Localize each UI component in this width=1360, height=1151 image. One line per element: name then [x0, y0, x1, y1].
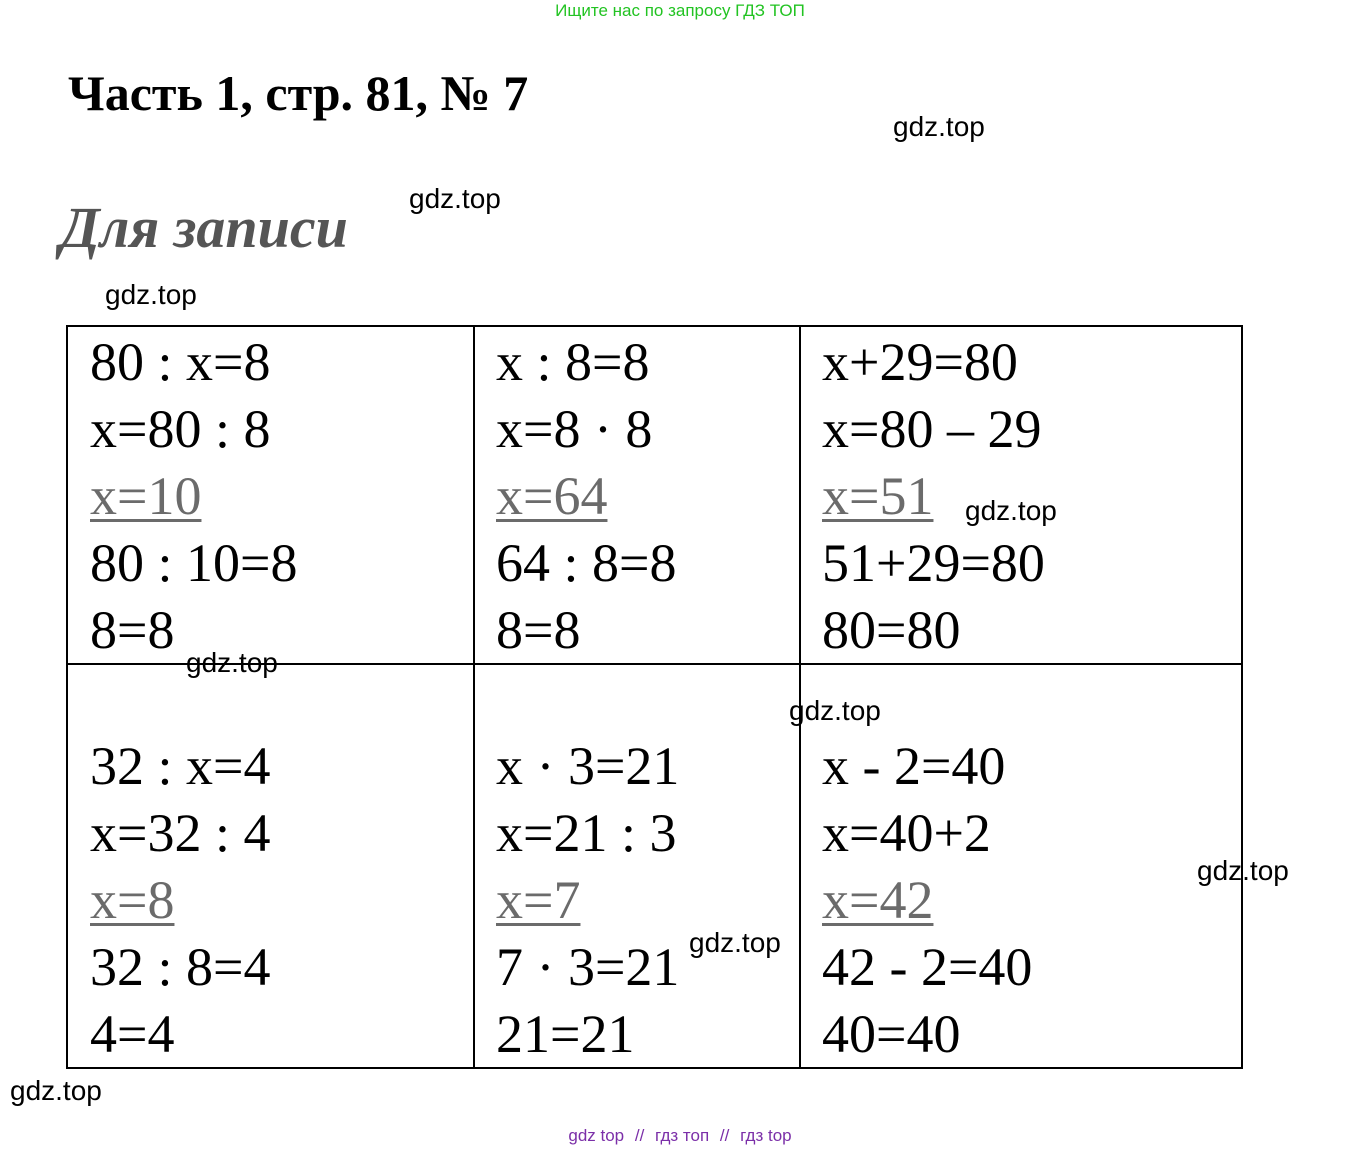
answer-line: x=51: [822, 466, 934, 526]
equation-cell: [496, 733, 679, 1068]
watermark: gdz.top: [10, 1075, 102, 1106]
equation-line: 32 : x=4: [90, 736, 271, 796]
answer-line: x=10: [90, 466, 202, 526]
column-divider: [473, 327, 475, 1067]
footer-link[interactable]: гдз топ: [655, 1126, 710, 1145]
equation-line: x : 8=8: [496, 332, 650, 392]
check-line: 32 : 8=4: [90, 937, 271, 997]
watermark: gdz.top: [186, 647, 278, 678]
check-line: 64 : 8=8: [496, 533, 677, 593]
check-line: 42 - 2=40: [822, 937, 1033, 997]
top-banner[interactable]: Ищите нас по запросу ГДЗ ТОП: [555, 1, 805, 20]
footer-links: [0, 1125, 1360, 1147]
equation-line: x+29=80: [822, 332, 1018, 392]
subtitle: Для записи: [60, 195, 348, 260]
check-result-line: 8=8: [496, 600, 581, 660]
footer-separator: //: [719, 1126, 730, 1145]
equation-cell: [496, 329, 676, 664]
equation-line: x=40+2: [822, 803, 991, 863]
check-result-line: 80=80: [822, 600, 961, 660]
watermark: gdz.top: [1197, 855, 1289, 886]
watermark: gdz.top: [689, 927, 781, 958]
check-result-line: 4=4: [90, 1004, 175, 1064]
footer-separator: //: [634, 1126, 645, 1145]
answer-line: x=64: [496, 466, 608, 526]
footer-link[interactable]: gdz top: [568, 1126, 625, 1145]
watermark: gdz.top: [965, 495, 1057, 526]
equation-cell: [90, 329, 297, 664]
watermark: gdz.top: [893, 111, 985, 142]
equation-line: x=32 : 4: [90, 803, 271, 863]
equation-line: x - 2=40: [822, 736, 1006, 796]
check-line: 80 : 10=8: [90, 533, 298, 593]
equation-line: x=8 · 8: [496, 399, 653, 459]
check-result-line: 8=8: [90, 600, 175, 660]
equation-line: 80 : x=8: [90, 332, 271, 392]
equation-line: x=21 : 3: [496, 803, 677, 863]
check-result-line: 21=21: [496, 1004, 635, 1064]
equation-cell: [90, 733, 270, 1068]
equation-line: x=80 – 29: [822, 399, 1042, 459]
answer-line: x=8: [90, 870, 175, 930]
page-title: Часть 1, стр. 81, № 7: [68, 65, 529, 121]
answer-line: x=42: [822, 870, 934, 930]
equation-cell: [822, 733, 1032, 1068]
check-result-line: 40=40: [822, 1004, 961, 1064]
answer-line: x=7: [496, 870, 581, 930]
check-line: 51+29=80: [822, 533, 1045, 593]
footer-link[interactable]: гдз top: [740, 1126, 792, 1145]
watermark: gdz.top: [409, 183, 501, 214]
equation-line: x · 3=21: [496, 736, 680, 796]
watermark: gdz.top: [789, 695, 881, 726]
watermark: gdz.top: [105, 279, 197, 310]
check-line: 7 · 3=21: [496, 937, 680, 997]
answer-grid: [66, 325, 1243, 1069]
equation-line: x=80 : 8: [90, 399, 271, 459]
